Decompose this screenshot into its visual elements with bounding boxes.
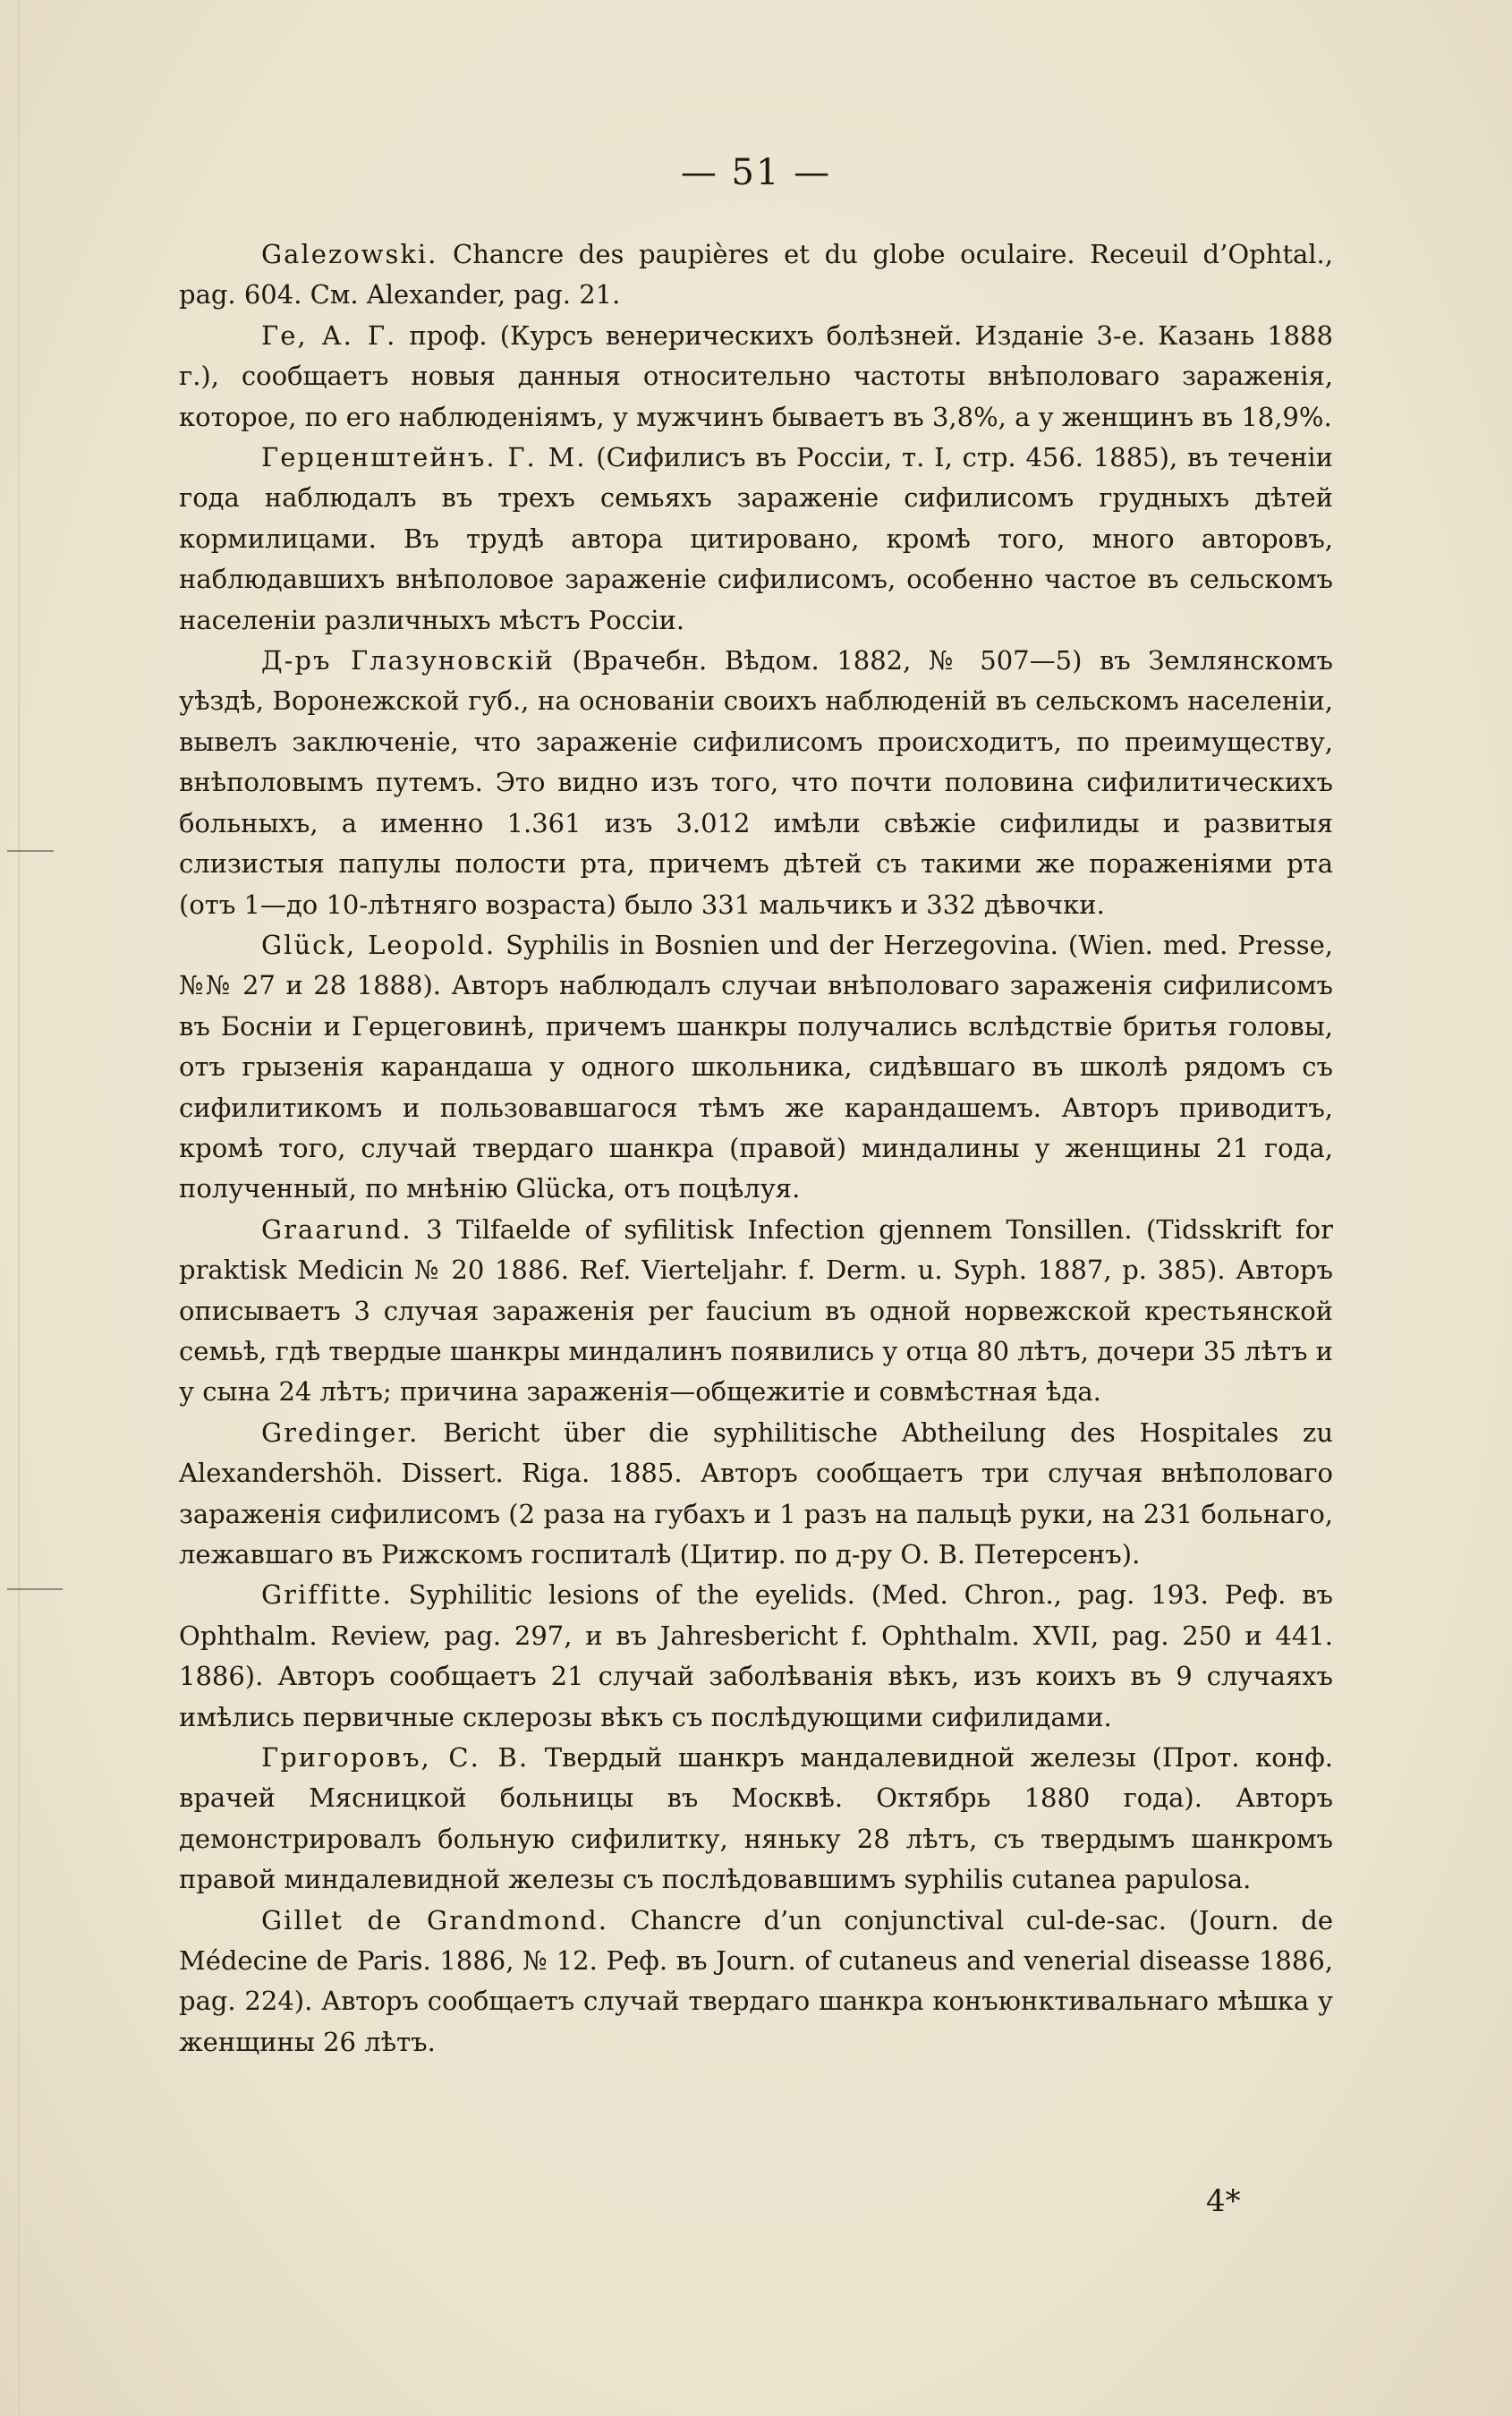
entry-text: Syphilis in Bosnien und der Herzegovina. (Wien. med. Presse, №№ 27 и 28 1888). Авторъ наблюдалъ случаи внѣполоваго зараженія сифилисомъ въ Босніи и Герцеговинѣ, причемъ шанкры получались вслѣдствіе бритья головы, отъ грызенія карандаша у одного школьника, сидѣвшаго въ школѣ рядомъ съ сифилитикомъ и пользовавшагося тѣмъ же карандашемъ. Авторъ приводитъ, кромѣ того, случай твердаго шанкра (правой) миндалины у женщины 21 года, полученный, по мнѣнію Glücka, отъ поцѣлуя. bbox=[179, 929, 1333, 1204]
entry-author: Graarund. bbox=[261, 1213, 412, 1245]
page-number: — 51 — bbox=[680, 152, 832, 193]
page-fold-shadow bbox=[18, 0, 20, 2416]
bibliography-entry bbox=[179, 1738, 1333, 1901]
entry-author: Григоровъ, С. В. bbox=[261, 1742, 530, 1774]
entry-author: Д-ръ Глазуновскій bbox=[261, 645, 555, 676]
bibliography-entry bbox=[179, 438, 1333, 641]
bibliography-entry bbox=[179, 1575, 1333, 1738]
entry-text: Syphilitic lesions of the eyelids. (Med. Chron., pag. 193. Реф. въ Ophthalm. Review, pag. 297, и въ Jahresbericht f. Ophthalm. XVII, pag. 250 и 441. 1886). Авторъ сообщаетъ 21 случай заболѣванія вѣкъ, изъ коихъ въ 9 случаяхъ имѣлись первичные склерозы вѣкъ съ послѣдующими сифилидами. bbox=[179, 1579, 1333, 1732]
bibliography-entry bbox=[179, 925, 1333, 1210]
entry-author: Glück, Leopold. bbox=[261, 929, 497, 960]
entry-text: (Врачебн. Вѣдом. 1882, № 507—5) въ Землянскомъ уѣздѣ, Воронежской губ., на основаніи своихъ наблюденій въ сельскомъ населеніи, вывелъ заключеніе, что зараженіе сифилисомъ происходитъ, по преимуществу, внѣполовымъ путемъ. Это видно изъ того, что почти половина сифилитическихъ больныхъ, а именно 1.361 изъ 3.012 имѣли свѣжіе сифилиды и развитыя слизистыя папулы полости рта, причемъ дѣтей съ такими же пораженіями рта (отъ 1—до 10-лѣтняго возраста) было 331 мальчикъ и 332 дѣвочки. bbox=[179, 645, 1333, 920]
entry-text: Bericht über die syphilitische Abtheilung des Hospitales zu Alexandershöh. Dissert. Riga. 1885. Авторъ сообщаетъ три случая внѣполоваго зараженія сифилисомъ (2 раза на губахъ и 1 разъ на пальцѣ руки, на 231 больнаго, лежавшаго въ Рижскомъ госпиталѣ (Цитир. по д-ру О. В. Петерсенъ). bbox=[179, 1416, 1333, 1570]
margin-pencil-mark bbox=[7, 850, 54, 852]
bibliography-entry bbox=[179, 234, 1333, 316]
entry-author: Gredinger. bbox=[261, 1416, 420, 1448]
entry-author: Galezowski. bbox=[261, 239, 438, 269]
entry-author: Ге, А. Г. bbox=[261, 319, 397, 351]
printer-signature-mark: 4* bbox=[1206, 2183, 1241, 2219]
bibliography-entry bbox=[179, 641, 1333, 925]
margin-pencil-mark bbox=[7, 1588, 63, 1590]
entry-author: Griffitte. bbox=[261, 1579, 393, 1611]
entry-author: Герценштейнъ. Г. М. bbox=[261, 442, 587, 473]
entry-text: Chancre d’un conjunctival cul-de-sac. (Journ. de Médecine de Paris. 1886, № 12. Реф. въ Journ. of cutaneus and venerial diseasse 1886, pag. 224). Авторъ сообщаетъ случай твердаго шанкра конъюнктивальнаго мѣшка у женщины 26 лѣтъ. bbox=[179, 1904, 1333, 2057]
entry-text: (Сифилисъ въ Россіи, т. I, стр. 456. 1885), въ теченіи года наблюдалъ въ трехъ семьяхъ зараженіе сифилисомъ грудныхъ дѣтей кормилицами. Въ трудѣ автора цитировано, кромѣ того, много авторовъ, наблюдавшихъ внѣполовое зараженіе сифилисомъ, особенно частое въ сельскомъ населеніи различныхъ мѣстъ Россіи. bbox=[179, 442, 1334, 635]
text-body bbox=[179, 234, 1333, 2063]
bibliography-entry bbox=[179, 1901, 1333, 2063]
bibliography-entry bbox=[179, 1413, 1333, 1576]
bibliography-entry bbox=[179, 316, 1333, 438]
entry-text: Твердый шанкръ мандалевидной железы (Прот. конф. врачей Мясницкой больницы въ Москвѣ. Октябрь 1880 года). Авторъ демонстрировалъ больную сифилитку, няньку 28 лѣтъ, съ твердымъ шанкромъ правой миндалевидной железы съ послѣдовавшимъ syphilis cutanea papulosa. bbox=[179, 1742, 1334, 1895]
entry-author: Gillet de Grandmond. bbox=[261, 1904, 608, 1935]
entry-text: 3 Tilfaelde of syfilitisk Infection gjennem Tonsillen. (Tidsskrift for praktisk Medicin № 20 1886. Ref. Vierteljahr. f. Derm. u. Syph. 1887, p. 385). Авторъ описываетъ 3 случая зараженія per faucium въ одной норвежской крестьянской семьѣ, гдѣ твердые шанкры миндалинъ появились у отца 80 лѣтъ, дочери 35 лѣтъ и у сына 24 лѣтъ; причина зараженія—общежитіе и совмѣстная ѣда. bbox=[179, 1213, 1333, 1408]
bibliography-entry bbox=[179, 1210, 1333, 1413]
entry-text: Chancre des paupières et du globe oculaire. Receuil d’Ophtal., pag. 604. См. Alexander, pag. 21. bbox=[179, 239, 1333, 311]
entry-text: проф. (Курсъ венерическихъ болѣзней. Изданіе 3-е. Казань 1888 г.), сообщаетъ новыя данныя относительно частоты внѣполоваго зараженія, которое, по его наблюденіямъ, у мужчинъ бываетъ въ 3,8%, а у женщинъ въ 18,9%. bbox=[179, 319, 1333, 432]
